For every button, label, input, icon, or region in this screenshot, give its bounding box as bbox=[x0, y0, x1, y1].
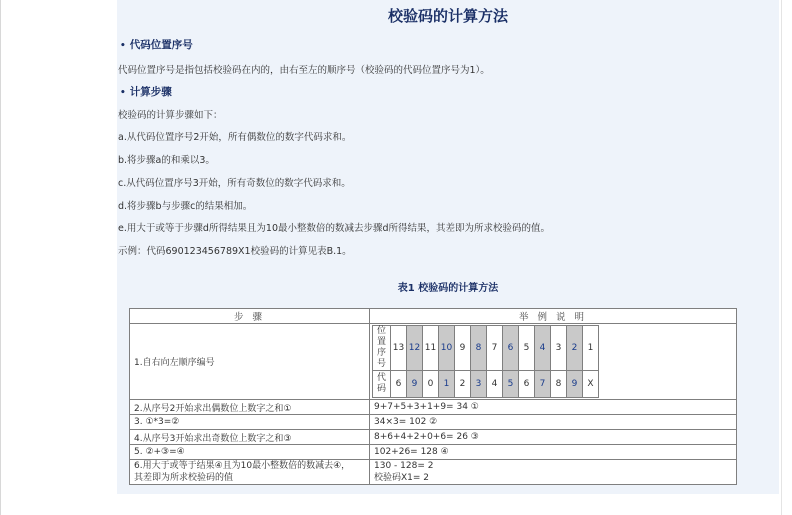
step-a: a.从代码位置序号2开始，所有偶数位的数字代码求和。 bbox=[118, 132, 352, 143]
step-cell: 2.从序号2开始求出偶数位上数字之和① bbox=[130, 400, 370, 415]
code-digit: 9 bbox=[567, 371, 583, 398]
checksum-table bbox=[129, 308, 737, 485]
example-cell: 102+26= 128 ④ bbox=[370, 445, 737, 460]
table-row bbox=[130, 324, 737, 400]
position-number: 11 bbox=[423, 326, 439, 371]
position-number: 5 bbox=[519, 326, 535, 371]
code-digit: 8 bbox=[551, 371, 567, 398]
step-cell: 4.从序号3开始求出奇数位上数字之和③ bbox=[130, 430, 370, 445]
position-number: 9 bbox=[455, 326, 471, 371]
column-header-example: 举 例 说 明 bbox=[370, 309, 737, 324]
code-row bbox=[373, 371, 599, 398]
example-cell: 34×3= 102 ② bbox=[370, 415, 737, 430]
code-digit: 2 bbox=[455, 371, 471, 398]
code-digit: 1 bbox=[439, 371, 455, 398]
section-heading-position: • 代码位置序号 bbox=[120, 39, 193, 51]
step-d: d.将步骤b与步骤c的结果相加。 bbox=[118, 201, 253, 212]
document-panel bbox=[117, 0, 779, 494]
step-b: b.将步骤a的和乘以3。 bbox=[118, 155, 215, 166]
code-digit: 7 bbox=[535, 371, 551, 398]
position-number: 2 bbox=[567, 326, 583, 371]
position-row bbox=[373, 326, 599, 371]
position-number: 10 bbox=[439, 326, 455, 371]
step-cell: 1.自右向左顺序编号 bbox=[130, 324, 370, 400]
step-e: e.用大于或等于步骤d所得结果且为10最小整数倍的数减去步骤d所得结果，其差即为所求校验码的值。 bbox=[118, 223, 551, 234]
position-header: 位 置 序 号 bbox=[373, 326, 391, 371]
bullet-icon: • bbox=[120, 41, 126, 51]
code-digit: 6 bbox=[519, 371, 535, 398]
example-cell: 130 - 128= 2 校验码X1= 2 bbox=[370, 460, 737, 485]
example-note: 示例：代码690123456789X1校验码的计算见表B.1。 bbox=[118, 246, 352, 257]
column-header-step: 步 骤 bbox=[130, 309, 370, 324]
position-number: 13 bbox=[391, 326, 407, 371]
code-digit: 3 bbox=[471, 371, 487, 398]
step-c: c.从代码位置序号3开始，所有奇数位的数字代码求和。 bbox=[118, 178, 351, 189]
position-number: 12 bbox=[407, 326, 423, 371]
code-digit: 6 bbox=[391, 371, 407, 398]
example-cell bbox=[370, 324, 737, 400]
table-row bbox=[130, 460, 737, 485]
position-code-grid bbox=[372, 325, 599, 398]
step-cell: 6.用大于或等于结果④且为10最小整数倍的数减去④， 其差即为所求校验码的值 bbox=[130, 460, 370, 485]
table-row bbox=[130, 415, 737, 430]
code-digit: 5 bbox=[503, 371, 519, 398]
section-heading-steps: • 计算步骤 bbox=[120, 86, 172, 98]
position-number: 3 bbox=[551, 326, 567, 371]
paragraph: 代码位置序号是指包括校验码在内的，由右至左的顺序号（校验码的代码位置序号为1）。 bbox=[118, 65, 490, 76]
example-cell: 8+6+4+2+0+6= 26 ③ bbox=[370, 430, 737, 445]
table-row bbox=[130, 430, 737, 445]
code-digit: 4 bbox=[487, 371, 503, 398]
position-number: 6 bbox=[503, 326, 519, 371]
position-number: 4 bbox=[535, 326, 551, 371]
code-digit: 0 bbox=[423, 371, 439, 398]
table-caption: 表1 校验码的计算方法 bbox=[397, 283, 499, 294]
code-digit: 9 bbox=[407, 371, 423, 398]
code-digit: X bbox=[583, 371, 599, 398]
position-number: 1 bbox=[583, 326, 599, 371]
table-row bbox=[130, 445, 737, 460]
code-header: 代 码 bbox=[373, 371, 391, 398]
step-cell: 5. ②+③=④ bbox=[130, 445, 370, 460]
window-left-border bbox=[0, 0, 1, 515]
window-right-border bbox=[781, 0, 782, 515]
paragraph: 校验码的计算步骤如下： bbox=[118, 110, 223, 121]
table-header-row bbox=[130, 309, 737, 324]
position-number: 7 bbox=[487, 326, 503, 371]
table-row bbox=[130, 400, 737, 415]
step-cell: 3. ①*3=② bbox=[130, 415, 370, 430]
bullet-icon: • bbox=[120, 88, 126, 98]
document-title: 校验码的计算方法 bbox=[387, 7, 508, 25]
position-number: 8 bbox=[471, 326, 487, 371]
example-cell: 9+7+5+3+1+9= 34 ① bbox=[370, 400, 737, 415]
